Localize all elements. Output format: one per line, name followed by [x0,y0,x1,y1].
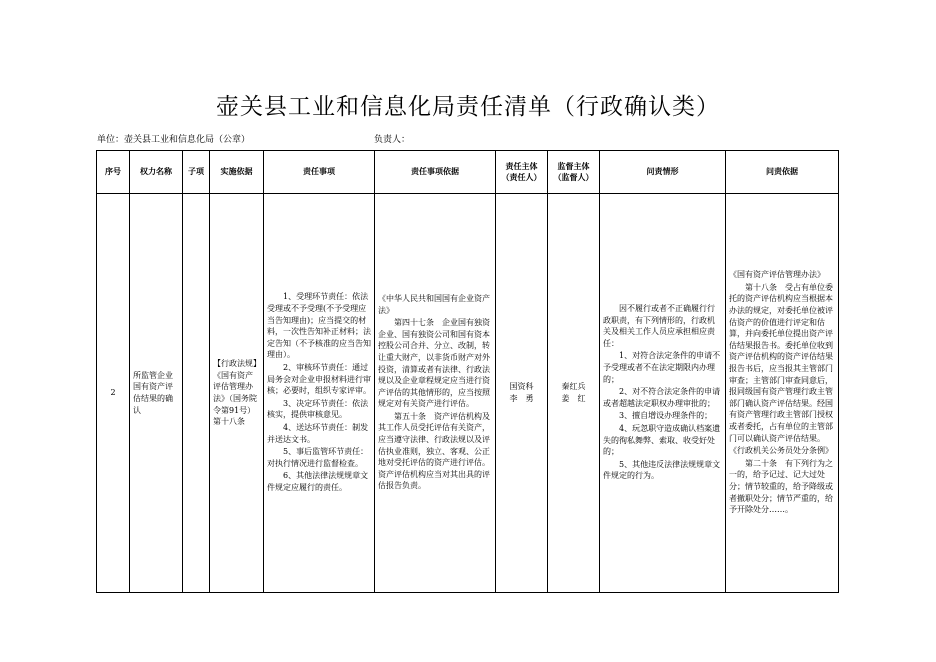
header-index: 序号 [97,151,130,194]
accountability-item: 2、对不符合法定条件的申请或者超越法定职权办理审批的； [603,387,721,408]
accountability-item: 1、对符合法定条件的申请不予受理或者不在法定期限内办理的； [603,351,721,384]
resp-subject-dept: 国资科 [509,382,534,392]
unit-label: 单位：壶关县工业和信息化局（公章） [97,135,251,145]
row-index: 2 [97,194,130,593]
supervisor-person: 秦红兵 [561,382,586,392]
header-accountability: 问责情形 [600,151,726,194]
header-basis: 实施依据 [210,151,264,194]
row-duties [264,194,375,593]
accountability-item: 5、其他违反法律法规规章文件规定的行为。 [603,459,721,481]
accountability-intro: 因不履行或者不正确履行行政职责，有下列情形的，行政机关及相关工作人员应承担相应责任： [603,304,715,348]
duty-item: 1、受理环节责任：依法受理或不予受理(不予受理应当告知理由)；应当提交的材料，一次性告知补正材料；法定告知（不予核准的应当告知理由）。 [267,292,371,360]
row-duty-basis [375,194,496,593]
table-header-row [97,151,839,194]
duty-item: 5、事后监管环节责任：对执行情况进行监督检查。 [267,447,369,468]
accountability-item: 4、玩忽职守造成确认档案遗失的徇私舞弊、索取、收受好处的； [603,423,721,457]
row-resp-subject [496,194,548,593]
resp-subject-person: 李 勇 [509,394,534,403]
row-accountability-basis [726,194,839,593]
row-accountability [600,194,726,593]
row-basis: 【行政法规】《国有资产评估管理办法》（国务院令第91号）第十八条 [210,194,264,593]
row-power-name: 所监管企业国有资产评估结果的确认 [130,194,183,593]
accountability-basis-law-title: 《行政机关公务员处分条例》 [729,446,833,456]
accountability-basis-law-title: 《国有资产评估管理办法》 [729,270,825,280]
header-duties: 责任事项 [264,151,375,194]
duty-basis-law-title: 《中华人民共和国国有企业资产法》 [378,293,490,315]
header-power-name: 权力名称 [130,151,183,194]
header-resp-subject: 责任主体（责任人） [496,151,548,194]
header-sub-item: 子项 [183,151,210,194]
person-in-charge-label: 负责人： [374,135,411,145]
row-supervisor [548,194,600,593]
duty-item: 6、其他法律法规规章文件规定应履行的责任。 [267,471,369,492]
header-accountability-basis: 问责依据 [726,151,839,194]
duty-basis-article: 第四十七条 企业国有独资企业、国有独资公司和国有资本控股公司合并、分立、改制，转让重大财产，以非货币财产对外投资，清算或者有法律、行政法规以及企业章程规定应当进行资产评估的其他情形的，应当按照规定对有关资产进行评估。 [378,318,490,409]
supervisor-person: 姜 红 [561,394,586,403]
duty-item: 2、审核环节责任：通过局务会对企业申报材料进行审核；必要时，组织专家评审。 [267,363,371,396]
responsibility-table [96,150,839,593]
accountability-basis-article: 第二十条 有下列行为之一的，给予记过、记大过处分；情节较重的，给予降级或者撤职处分；情节严重的，给予开除处分……。 [729,458,833,515]
duty-basis-article: 第五十条 资产评估机构及其工作人员受托评估有关资产，应当遵守法律、行政法规以及评估执业准则，独立、客观、公正地对受托评估的资产进行评估。资产评估机构应当对其出具的评估报告负责。 [378,411,490,491]
header-supervisor: 监督主体（监督人） [548,151,600,194]
page-title: 壶关县工业和信息化局责任清单（行政确认类） [216,94,720,120]
accountability-item: 3、擅自增设办理条件的； [619,411,713,421]
duty-item: 4、送达环节责任：制发并送达文书。 [267,422,369,444]
accountability-basis-article: 第十八条 受占有单位委托的资产评估机构应当根据本办法的规定，对委托单位被评估资产的价值进行评定和估算，并向委托单位提出资产评估结果报告书。委托单位收到资产评估机构的资产评估结果报告书后，应当报其主管部门审查；主管部门审查同意后，报同级国有资产管理行政主管部门确认资产评估结果。经国有资产管理行政主管部门授权或者委托，占有单位的主管部门可以确认资产评估结果。 [729,282,833,443]
duty-item: 3、决定环节责任：依法核实，提供审核意见。 [267,398,369,420]
header-duty-basis: 责任事项依据 [375,151,496,194]
row-sub-item [183,194,210,593]
table-row [97,194,839,593]
